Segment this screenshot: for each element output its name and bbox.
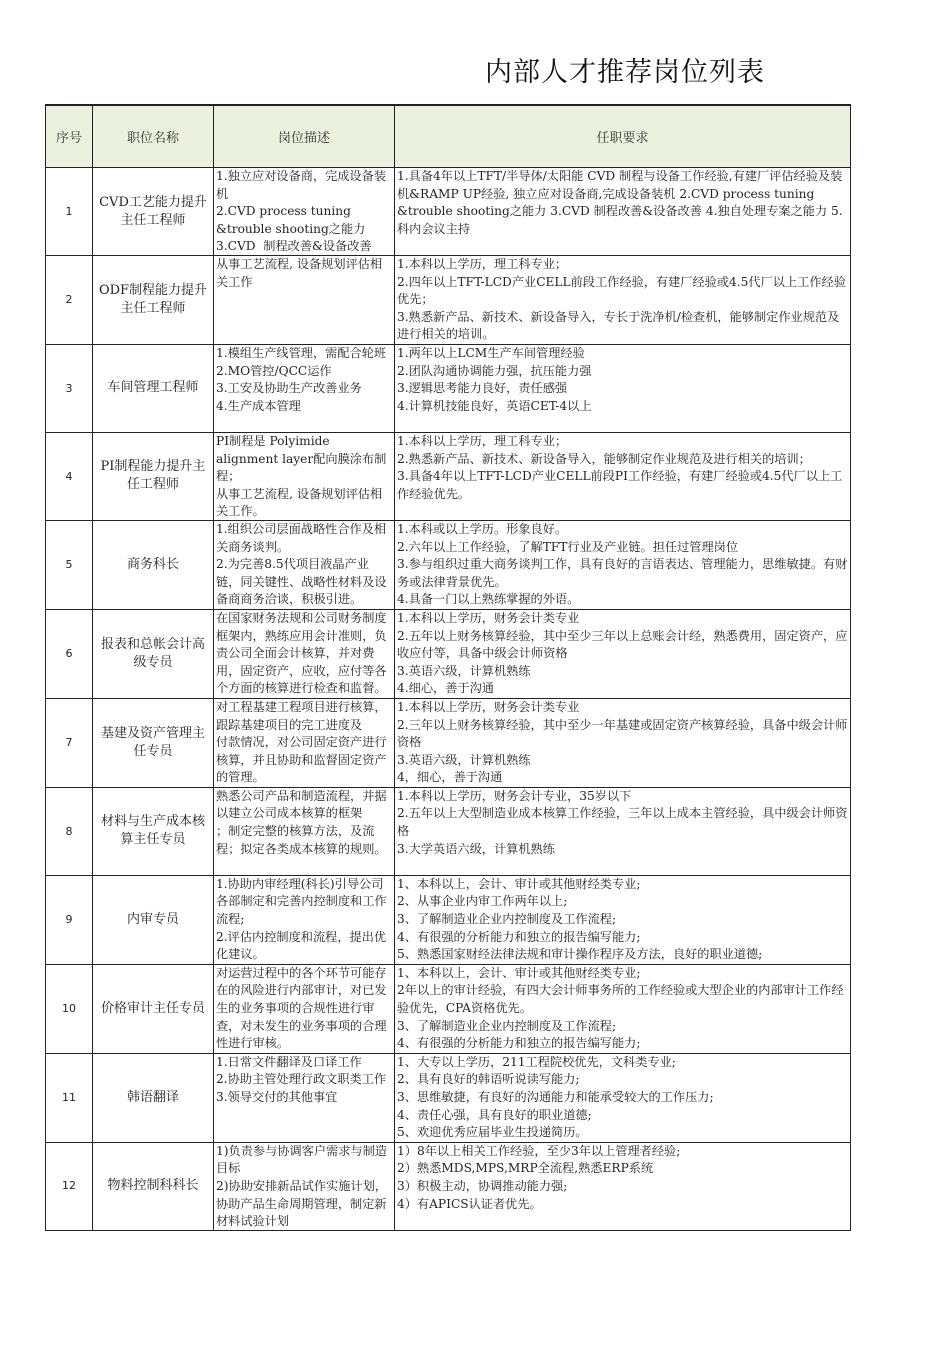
position-requirements [395,1053,851,1142]
position-table [45,104,851,1231]
position-name: 韩语翻译 [93,1053,214,1142]
table-row [46,875,851,964]
desc-text-block [214,876,394,962]
req-line: 2、从事企业内审工作两年以上; [397,894,568,909]
row-number: 8 [46,787,93,875]
req-line: 1.本科或以上学历。形象良好。 [397,521,568,536]
req-line: 4，细心，善于沟通 [397,770,503,785]
desc-line: 1.独立应对设备商，完成设备装机 [216,169,387,201]
req-line: 2.熟悉新产品、新技术、新设备导入，能够制定作业规范及进行相关的培训； [397,451,811,466]
req-text-block [395,521,850,609]
req-text-block [395,256,850,344]
desc-text-block [214,1143,394,1229]
row-number: 4 [46,432,93,520]
req-line: 2）熟悉MDS,MPS,MRP全流程,熟悉ERP系统 [397,1161,654,1176]
table-row [46,432,851,520]
position-requirements [395,344,851,432]
desc-line: 1.组织公司层面战略性合作及相关商务谈判。 [216,521,387,554]
position-name: 内审专员 [93,875,214,964]
desc-line: 从事工艺流程, 设备规划评估相关工作。 [216,486,383,519]
req-line: 2.团队沟通协调能力强，抗压能力强 [397,363,592,378]
req-text-block [395,699,850,787]
req-line: 5、欢迎优秀应届毕业生投递简历。 [397,1125,588,1140]
desc-line: 付款情况，对公司固定资产进行核算，并且协助和监督固定资产的管理。 [216,735,387,785]
desc-text-block [214,610,394,696]
desc-line: 1.日常文件翻译及口译工作 [216,1054,362,1069]
req-line: 1.本科以上学历，财务会计专业，35岁以下 [397,788,632,803]
position-name: 基建及资产管理主任专员 [93,698,214,787]
req-text-block [395,1054,850,1142]
desc-line: 1.模组生产线管理，需配合轮班 [216,345,387,360]
desc-text-block [214,433,394,519]
req-line: 4）有APICS认证者优先。 [397,1196,542,1211]
row-number: 9 [46,875,93,964]
req-line: 3.英语六级，计算机熟练 [397,752,531,767]
position-description [214,344,395,432]
req-line: 2.六年以上工作经验，了解TFT行业及产业链。担任过管理岗位 [397,539,739,554]
position-requirements [395,520,851,609]
req-line: 4.计算机技能良好，英语CET-4以上 [397,398,592,413]
desc-text-block [214,788,394,874]
desc-text-block [214,965,394,1051]
req-line: 1.本科以上学历，财务会计类专业 [397,610,580,625]
position-requirements [395,168,851,256]
req-line: 4.细心，善于沟通 [397,681,494,696]
position-name: CVD工艺能力提升主任工程师 [93,168,214,256]
desc-line: 2.协助主管处理行政文职类工作 [216,1072,387,1087]
row-number: 7 [46,698,93,787]
position-requirements [395,875,851,964]
req-line: 3、了解制造业企业内控制度及工作流程; [397,912,617,927]
req-line: 5、熟悉国家财经法律法规和审计操作程序及方法，良好的职业道德; [397,947,763,962]
table-row [46,520,851,609]
desc-line: 2.CVD process tuning &trouble shooting之能力 [216,204,366,236]
req-line: 1）8年以上相关工作经验，至少3年以上管理者经验; [397,1143,681,1158]
req-line: 3.具备4年以上TFT-LCD产业CELL前段PI工作经验，有建厂经验或4.5代厂以上工作经验优先。 [397,469,843,501]
position-requirements [395,609,851,698]
req-text-block [395,345,850,415]
desc-line: 2.MO管控/QCC运作 [216,363,332,378]
req-line: 3）积极主动，协调推动能力强; [397,1178,568,1193]
table-row [46,698,851,787]
desc-line: 从事工艺流程, 设备规划评估相关工作 [216,257,383,289]
req-line: 3、思维敏捷，有良好的沟通能力和能承受较大的工作压力; [397,1090,714,1104]
position-requirements [395,787,851,875]
req-line: 3、了解制造业企业内控制度及工作流程; [397,1018,617,1033]
position-description [214,520,395,609]
desc-line: 2.评估内控制度和流程，提出优化建议。 [216,929,387,962]
desc-text-block [214,168,394,254]
table-row [46,787,851,875]
position-description [214,609,395,698]
req-line: 1.本科以上学历，财务会计类专业 [397,699,580,714]
desc-text-block [214,521,394,607]
row-number: 12 [46,1142,93,1230]
desc-line: 对工程基建工程项目进行核算，跟踪基建项目的完工进度及 [216,699,387,732]
req-line: 1.本科以上学历，理工科专业； [397,257,568,271]
header-desc: 岗位描述 [214,105,395,168]
position-name: 材料与生产成本核算主任专员 [93,787,214,875]
row-number: 6 [46,609,93,698]
req-line: 3.英语六级，计算机熟练 [397,663,531,678]
position-description [214,168,395,256]
position-name: 价格审计主任专员 [93,964,214,1053]
table-row [46,168,851,256]
req-line: 4、责任心强，具有良好的职业道德; [397,1107,592,1122]
position-requirements [395,256,851,345]
table-row [46,1053,851,1142]
req-text-block [395,1143,850,1213]
req-line: 1、本科以上，会计、审计或其他财经类专业; [397,876,641,891]
req-line: 1.具备4年以上TFT/半导体/太阳能 CVD 制程与设备工作经验,有建厂评估经验及装机&RAMP UP经验, 独立应对设备商,完成设备装机 2.CVD process tuning &trouble shooting之能力 3.CVD 制程改善&设备改善 4.独自处理专案之能力 5.科内会议主持 [397,169,843,236]
row-number: 10 [46,964,93,1053]
header-no: 序号 [46,105,93,168]
position-requirements [395,1142,851,1230]
req-line: 2.四年以上TFT-LCD产业CELL前段工作经验，有建厂经验或4.5代厂以上工作经验优先； [397,274,846,307]
table-row [46,344,851,432]
req-line: 2年以上的审计经验，有四大会计师事务所的工作经验或大型企业的内部审计工作经验优先，CPA资格优先。 [397,983,844,1016]
req-line: 3.逻辑思考能力良好，责任感强 [397,381,568,396]
req-line: 3.大学英语六级，计算机熟练 [397,841,555,856]
position-description [214,1142,395,1230]
req-line: 2.五年以上财务核算经验，其中至少三年以上总账会计经，熟悉费用，固定资产，应收应付等，具备中级会计师资格 [397,628,848,661]
row-number: 5 [46,520,93,609]
desc-line: 3.领导交付的其他事宜 [216,1090,338,1104]
desc-line: 对运营过程中的各个环节可能存在的风险进行内部审计，对已发生的业务事项的合规性进行审查，对未发生的业务事项的合理性进行审核。 [216,965,387,1051]
req-text-block [395,168,850,238]
desc-line: PI制程是 Polyimide alignment layer配向膜涂布制程； [216,433,387,484]
header-name: 职位名称 [93,105,214,168]
req-text-block [395,788,850,858]
table-row [46,964,851,1053]
req-line: 3.参与组织过重大商务谈判工作，具有良好的言语表达、管理能力，思维敏捷。有财务或法律背景优先。 [397,557,848,589]
position-description [214,1053,395,1142]
req-line: 4、有很强的分析能力和独立的报告编写能力; [397,1036,641,1051]
position-description [214,875,395,964]
position-description [214,698,395,787]
table-body [46,168,851,1231]
desc-line: 在国家财务法规和公司财务制度框架内，熟练应用会计准则，负责公司全面会计核算，并对费用，固定资产，应收，应付等各个方面的核算进行检查和监督。 [216,610,387,696]
position-requirements [395,432,851,520]
desc-line: 4.生产成本管理 [216,398,301,413]
position-name: 商务科长 [93,520,214,609]
req-text-block [395,433,850,503]
header-row [46,105,851,168]
position-name: 物料控制科科长 [93,1142,214,1230]
req-line: 1、大专以上学历，211工程院校优先，文科类专业; [397,1054,676,1069]
desc-line: 2)协助安排新品试作实施计划，协助产品生命周期管理，制定新材料试验计划 [216,1178,387,1229]
req-line: 2.五年以上大型制造业成本核算工作经验，三年以上成本主管经验，具中级会计师资格 [397,806,848,839]
req-text-block [395,965,850,1053]
req-line: 4.具备一门以上熟练掌握的外语。 [397,592,580,607]
desc-text-block [214,699,394,785]
position-name: 车间管理工程师 [93,344,214,432]
table-row [46,1142,851,1230]
row-number: 11 [46,1053,93,1142]
position-name: ODF制程能力提升主任工程师 [93,256,214,345]
req-line: 4、有很强的分析能力和独立的报告编写能力; [397,929,641,944]
header-req: 任职要求 [395,105,851,168]
position-requirements [395,698,851,787]
position-name: 报表和总帐会计高级专员 [93,609,214,698]
req-line: 3.熟悉新产品、新技术、新设备导入，专长于洗净机/检查机，能够制定作业规范及进行相关的培训。 [397,309,840,342]
req-line: 2、具有良好的韩语听说读写能力; [397,1072,580,1087]
req-line: 2.三年以上财务核算经验，其中至少一年基建或固定资产核算经验，具备中级会计师资格 [397,717,848,750]
position-requirements [395,964,851,1053]
row-number: 3 [46,344,93,432]
desc-line: 3.CVD 制程改善&设备改善 [216,239,372,254]
desc-line: 1.协助内审经理(科长)引导公司各部制定和完善内控制度和工作流程; [216,876,387,927]
position-description [214,432,395,520]
page-title: 内部人才推荐岗位列表 [485,57,765,88]
req-line: 1.两年以上LCM生产车间管理经验 [397,345,585,360]
row-number: 1 [46,168,93,256]
req-text-block [395,876,850,964]
req-text-block [395,610,850,698]
desc-line: ；制定完整的核算方法，及流程；拟定各类成本核算的规则。 [216,824,387,856]
position-description [214,256,395,345]
desc-line: 3.工安及协助生产改善业务 [216,381,362,396]
position-description [214,787,395,875]
req-line: 1、本科以上，会计、审计或其他财经类专业; [397,965,641,980]
row-number: 2 [46,256,93,345]
table-row [46,609,851,698]
req-line: 1.本科以上学历，理工科专业； [397,433,568,448]
desc-text-block [214,1054,394,1140]
desc-line: 熟悉公司产品和制造流程，并据以建立公司成本核算的框架 [216,788,387,821]
desc-text-block [214,345,394,431]
position-name: PI制程能力提升主任工程师 [93,432,214,520]
table-row [46,256,851,345]
desc-line: 1)负责参与协调客户需求与制造目标 [216,1143,387,1176]
desc-line: 2.为完善8.5代项目液晶产业链，同关键性、战略性材料及设备商商务洽谈，积极引进。 [216,557,387,607]
desc-text-block [214,256,394,342]
position-description [214,964,395,1053]
